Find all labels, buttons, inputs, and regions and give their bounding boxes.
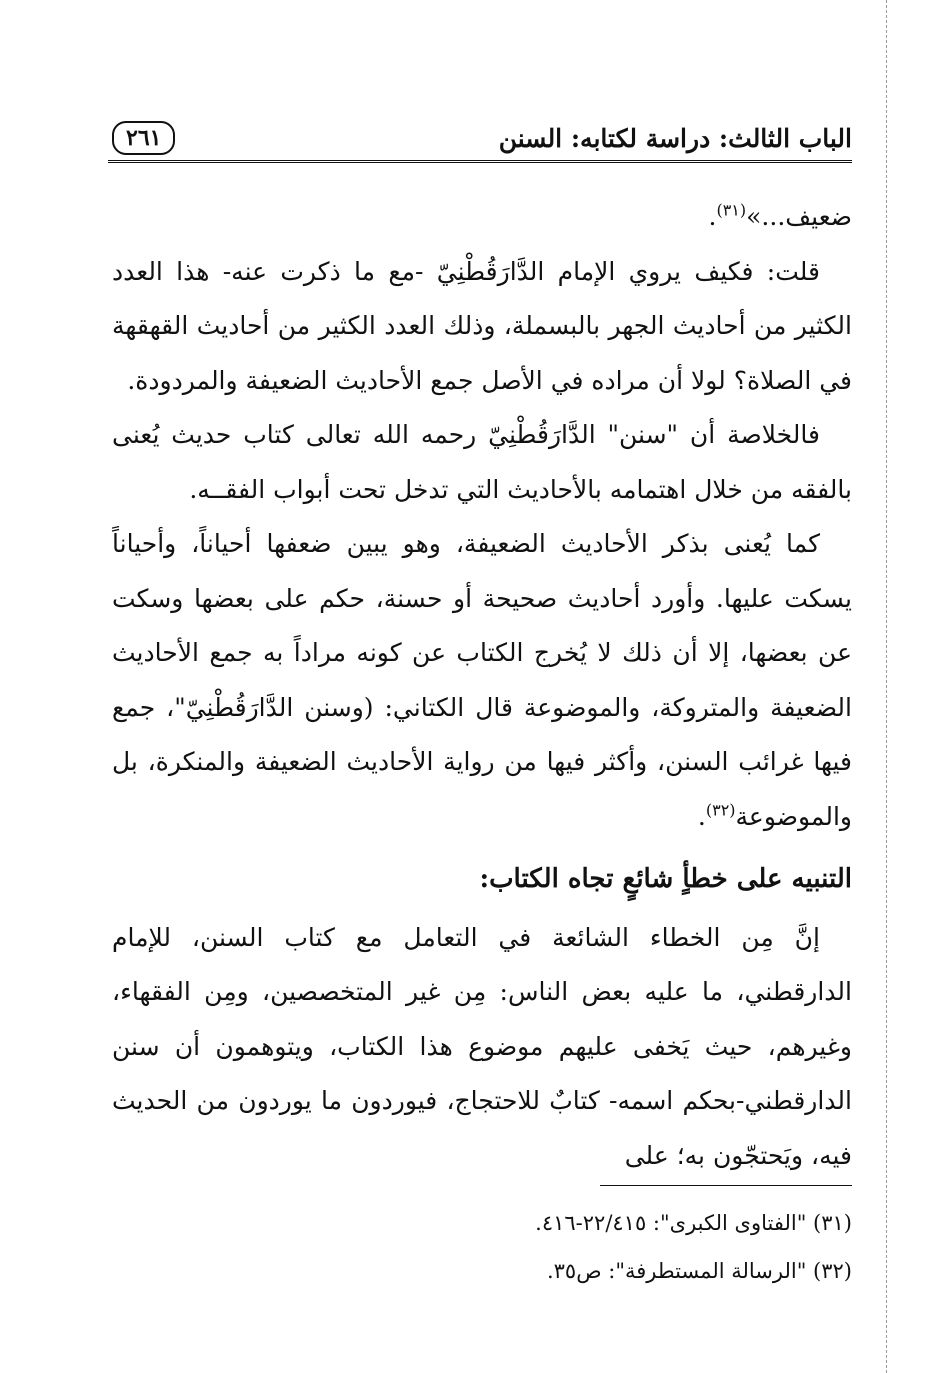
page-number: ٢٦١ xyxy=(112,121,175,155)
paragraph-3: فالخلاصة أن "سنن" الدَّارَقُطْنِيّ رحمه الله تعالى كتاب حديث يُعنى بالفقه من خلال اهتمامه بالأحاديث التي تدخل تحت أبواب الفقــه. xyxy=(112,420,852,504)
paragraph-1-end: . xyxy=(708,202,717,231)
paragraph-2: قلت: فكيف يروي الإمام الدَّارَقُطْنِيّ -مع ما ذكرت عنه- هذا العدد الكثير من أحاديث الجهر بالبسملة، وذلك العدد الكثير من أحاديث القهقهة في الصلاة؟ لولا أن مراده في الأصل جمع الأحاديث الضعيفة والمردودة. xyxy=(112,256,852,395)
footnotes xyxy=(112,1202,852,1298)
running-title: الباب الثالث: دراسة لكتابه: السنن xyxy=(498,123,852,153)
footnote-ref-31: (٣١) xyxy=(716,200,747,220)
section-heading: التنبيه على خطأٍ شائعٍ تجاه الكتاب: xyxy=(479,864,852,894)
paragraph-4-end: . xyxy=(697,801,706,831)
paragraph-4 xyxy=(112,517,852,844)
paragraph-5: إنَّ مِن الخطاء الشائعة في التعامل مع كتاب السنن، للإمام الدارقطني، ما عليه بعض الناس: مِن غير المتخصصين، ومِن الفقهاء، وغيرهم، حيث يَخفى عليهم موضوع هذا الكتاب، ويتوهمون أن سنن الدارقطني-بحكم اسمه- كتابٌ للاحتجاج، فيوردون ما يوردون من الحديث فيه، ويَحتجّون به؛ على xyxy=(112,922,852,1170)
footnote-ref-32: (٣٢) xyxy=(705,800,736,820)
paragraph-1-text: ضعيف...» xyxy=(746,202,852,231)
page-body xyxy=(112,190,852,1183)
scan-edge-line xyxy=(886,0,887,1373)
header-divider xyxy=(108,160,852,163)
footnote-divider xyxy=(600,1185,852,1186)
footnote-31: (٣١) "الفتاوى الكبرى": ٢٢/٤١٥-٤١٦. xyxy=(535,1211,852,1235)
page-header xyxy=(112,118,852,158)
footnote-32: (٣٢) "الرسالة المستطرفة": ص٣٥. xyxy=(546,1259,852,1283)
paragraph-4-text: كما يُعنى بذكر الأحاديث الضعيفة، وهو يبين ضعفها أحياناً، وأحياناً يسكت عليها. وأورد أحاديث صحيحة أو حسنة، حكم على بعضها وسكت عن بعضها، إلا أن ذلك لا يُخرج الكتاب عن كونه مراداً به جمع الأحاديث الضعيفة والمتروكة، والموضوعة قال الكتاني: (وسنن الدَّارَقُطْنِيّ"، جمع فيها غرائب السنن، وأكثر فيها من رواية الأحاديث الضعيفة والمنكرة، بل والموضوعة xyxy=(112,529,852,831)
paragraph-1 xyxy=(112,190,852,245)
